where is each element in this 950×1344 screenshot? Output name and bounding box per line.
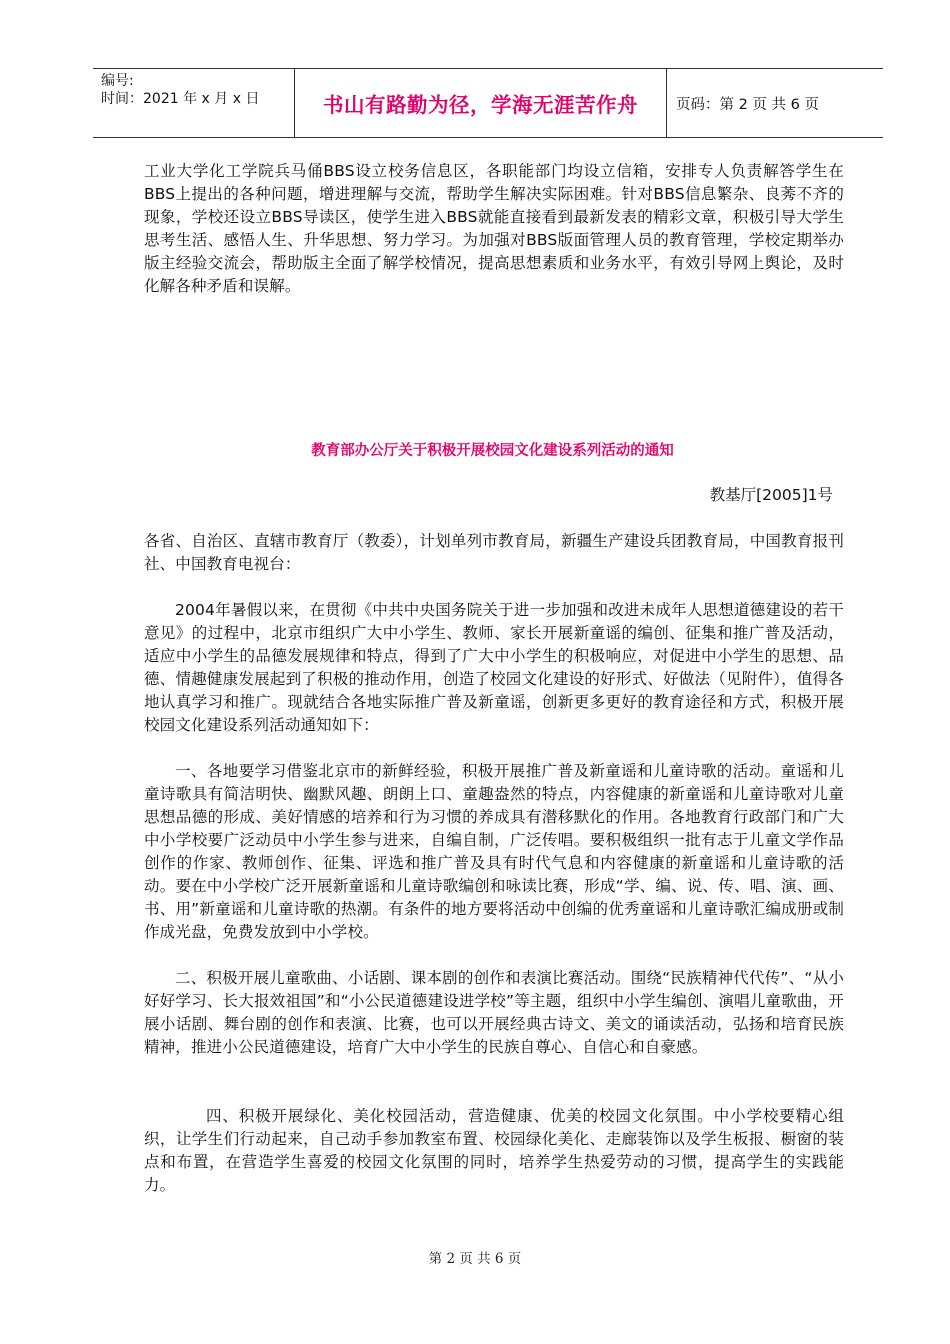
header-motto: 书山有路勤为径，学海无涯苦作舟	[323, 93, 638, 117]
header-page-label: 页码：第 2 页 共 6 页	[676, 96, 819, 113]
paragraph-3: 二、积极开展儿童歌曲、小话剧、课本剧的创作和表演比赛活动。围绕“民族精神代代传”、“从小好好学习、长大报效祖国”和“小公民道德建设进学校”等主题，组织中小学生编创、演唱儿童歌曲，开展小话剧、舞台剧的创作和表演、比赛，也可以开展经典古诗文、美文的诵读活动，弘扬和培育民族精神，推进小公民道德建设，培育广大中小学生的民族自尊心、自信心和自豪感。	[144, 969, 844, 1056]
recipients-paragraph: 各省、自治区、直辖市教育厅（教委），计划单列市教育局，新疆生产建设兵团教育局，中国教育报刊社、中国教育电视台：	[144, 532, 844, 573]
page-footer: 第 2 页 共 6 页	[428, 1251, 522, 1267]
header-meta	[101, 72, 259, 108]
document-number: 教基厅[2005]1号	[709, 486, 833, 504]
paragraph-2: 一、各地要学习借鉴北京市的新鲜经验，积极开展推广普及新童谣和儿童诗歌的活动。童谣和儿童诗歌具有简洁明快、幽默风趣、朗朗上口、童趣盎然的特点，内容健康的新童谣和儿童诗歌对儿童思想品德的形成、美好情感的培养和行为习惯的养成具有潜移默化的作用。各地教育行政部门和广大中小学校要广泛动员中小学生参与进来，自编自制，广泛传唱。要积极组织一批有志于儿童文学作品创作的作家、教师创作、征集、评选和推广普及具有时代气息和内容健康的新童谣和儿童诗歌的活动。要在中小学校广泛开展新童谣和儿童诗歌编创和咏读比赛，形成“学、编、说、传、唱、演、画、书、用”新童谣和儿童诗歌的热潮。有条件的地方要将活动中创编的优秀童谣和儿童诗歌汇编成册或制作成光盘，免费发放到中小学校。	[144, 762, 844, 941]
header-divider	[666, 69, 667, 137]
intro-paragraph: 工业大学化工学院兵马俑BBS设立校务信息区，各职能部门均设立信箱，安排专人负责解答学生在BBS上提出的各种问题，增进理解与交流，帮助学生解决实际困难。针对BBS信息繁杂、良莠不齐的现象，学校还设立BBS导读区，使学生进入BBS就能直接看到最新发表的精彩文章，积极引导大学生思考生活、感悟人生、升华思想、努力学习。为加强对BBS版面管理人员的教育管理，学校定期举办版主经验交流会，帮助版主全面了解学校情况，提高思想素质和业务水平，有效引导网上舆论，及时化解各种矛盾和误解。	[144, 162, 844, 295]
paragraph-4: 四、积极开展绿化、美化校园活动，营造健康、优美的校园文化氛围。中小学校要精心组织，让学生们行动起来，自己动手参加教室布置、校园绿化美化、走廊装饰以及学生板报、橱窗的装点和布置，在营造学生喜爱的校园文化氛围的同时，培养学生热爱劳动的习惯，提高学生的实践能力。	[144, 1107, 844, 1194]
page-header	[93, 68, 883, 138]
number-label: 编号:	[101, 73, 134, 89]
paragraph-1: 2004年暑假以来，在贯彻《中共中央国务院关于进一步加强和改进未成年人思想道德建设的若干意见》的过程中，北京市组织广大中小学生、教师、家长开展新童谣的编创、征集和推广普及活动，适应中小学生的品德发展规律和特点，得到了广大中小学生的积极响应，对促进中小学生的思想、品德、情趣健康发展起到了积极的推动作用，创造了校园文化建设的好形式、好做法（见附件），值得各地认真学习和推广。现就结合各地实际推广普及新童谣，创新更多更好的教育途径和方式，积极开展校园文化建设系列活动通知如下：	[144, 601, 844, 734]
notice-title: 教育部办公厅关于积极开展校园文化建设系列活动的通知	[311, 443, 674, 459]
time-label: 时间：2021 年 x 月 x 日	[101, 91, 260, 107]
